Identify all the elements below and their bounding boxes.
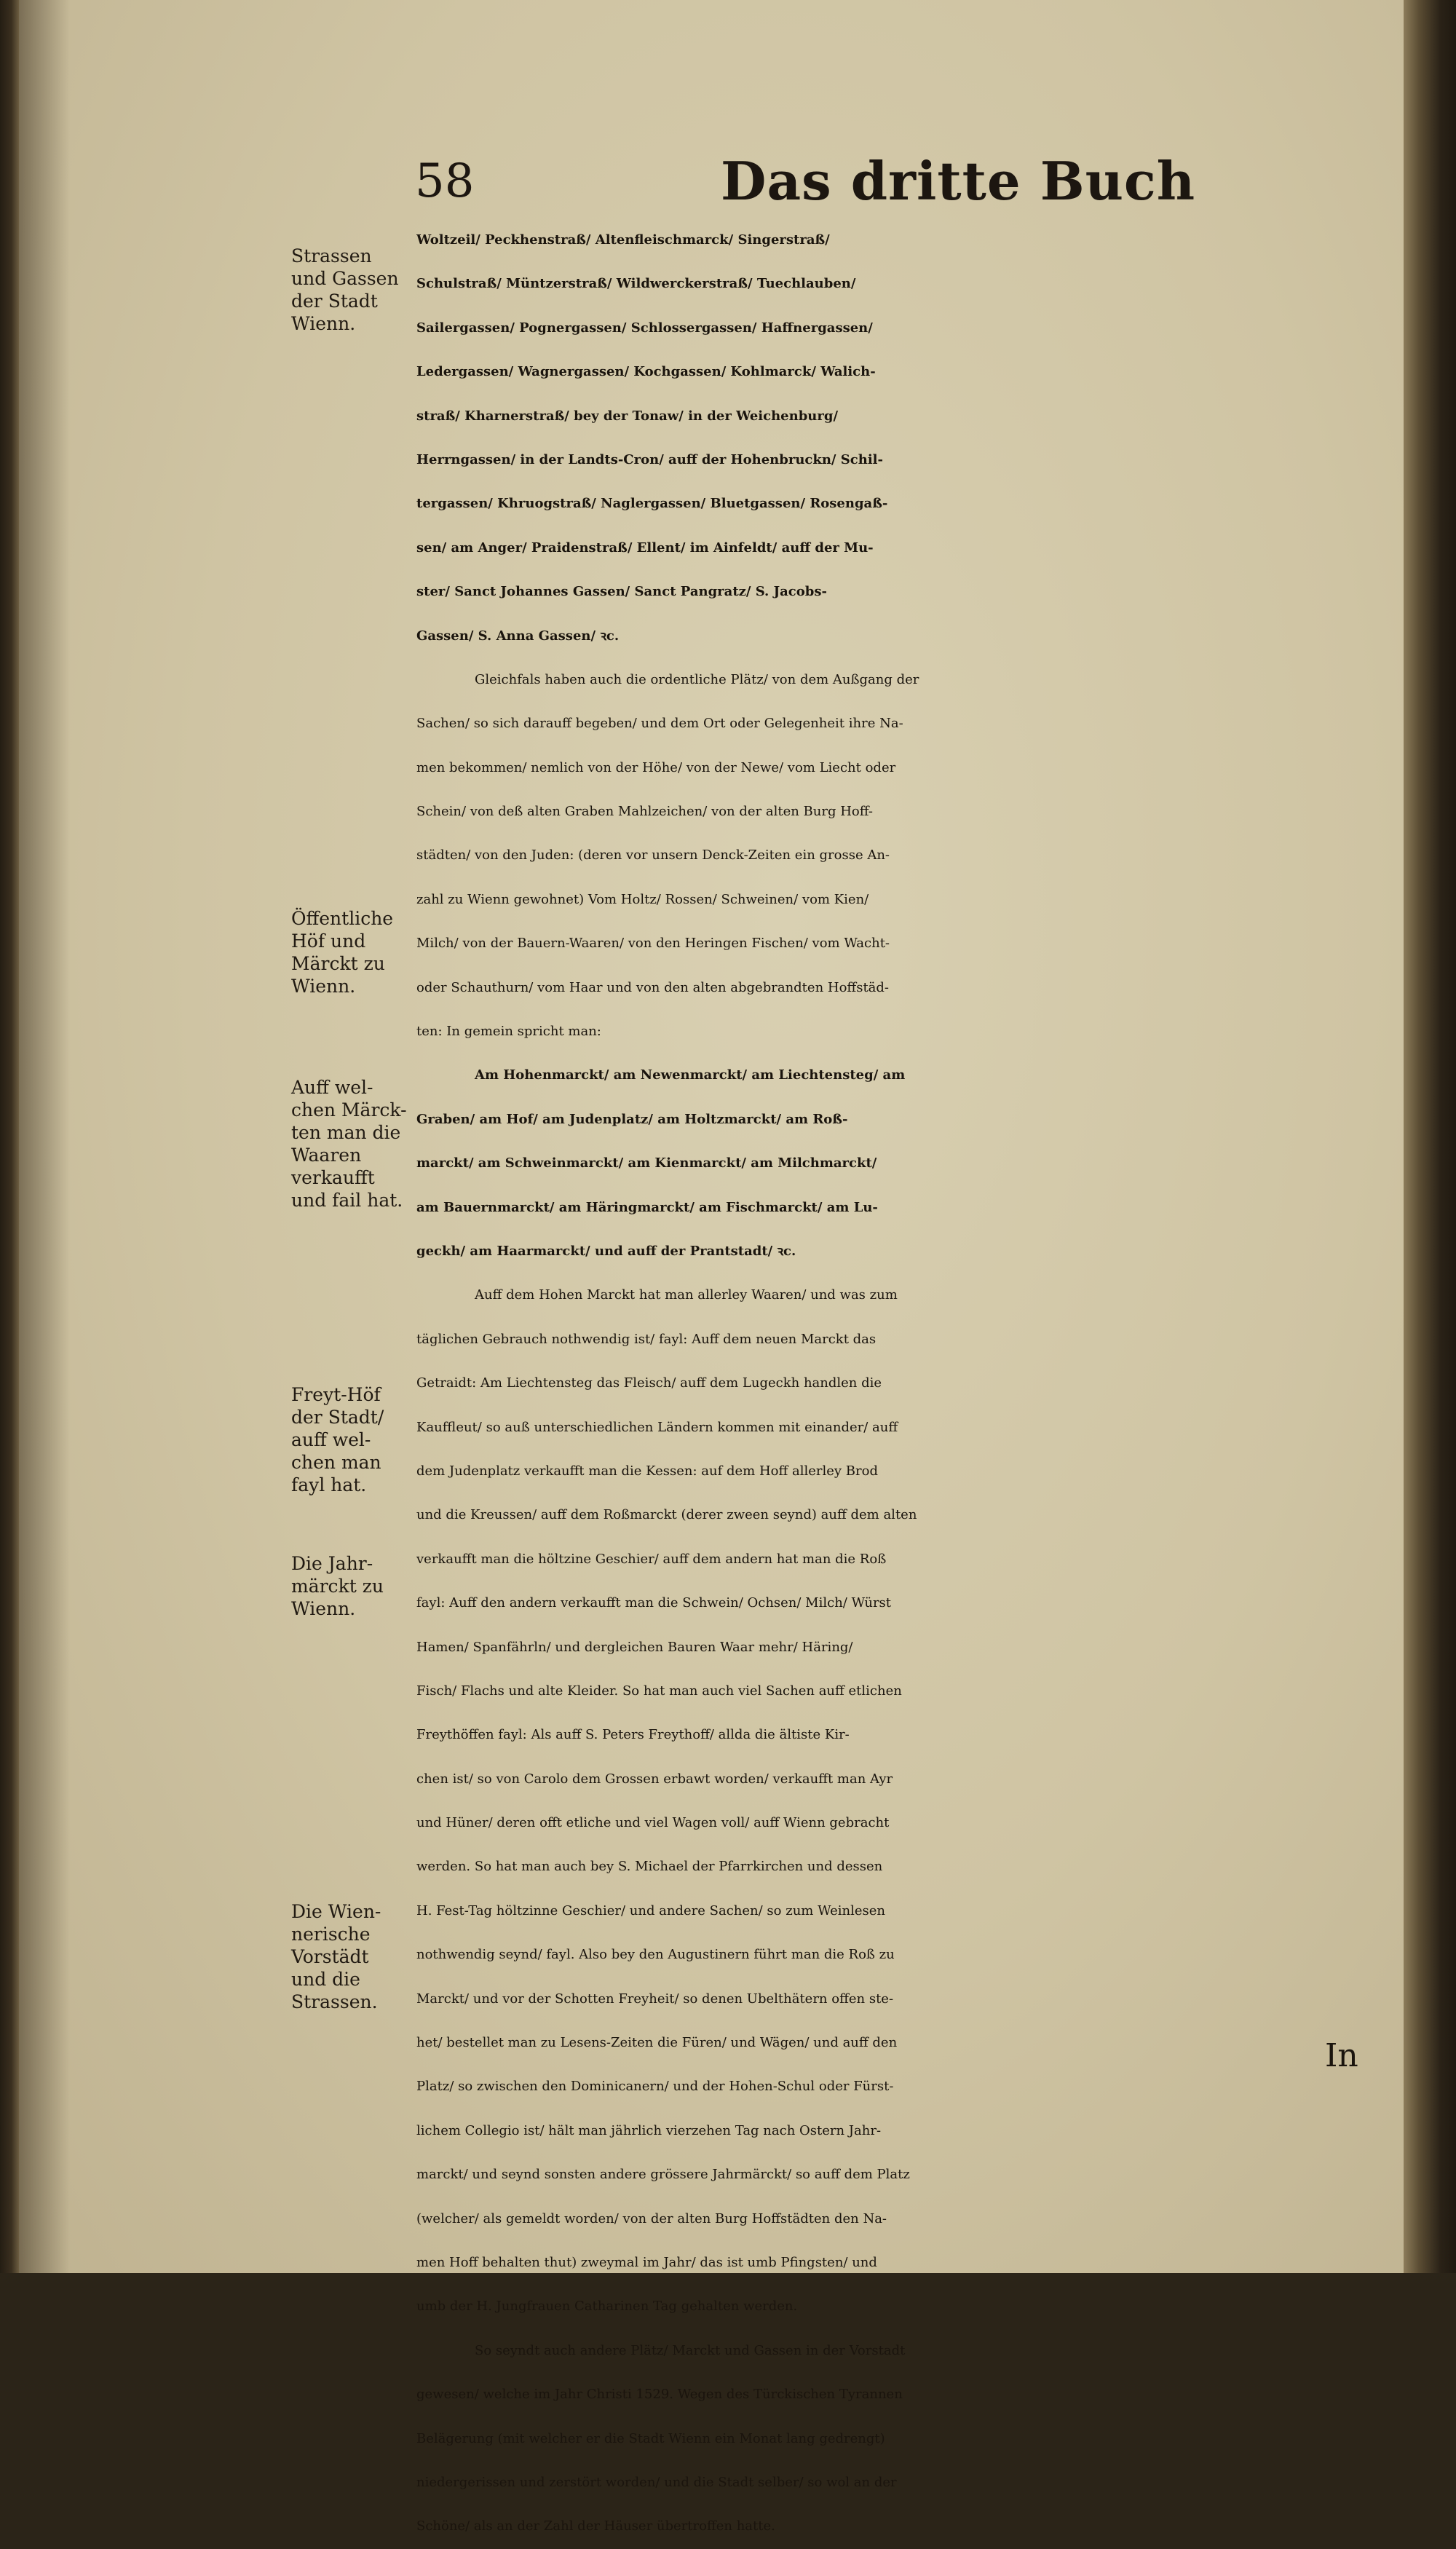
facing-page-edge xyxy=(0,0,19,2273)
margin-note xyxy=(291,907,421,997)
text-line: (welcher/ als gemeldt worden/ von der alten Burg Hoffstädten den Na- xyxy=(416,2210,887,2226)
text-line: sen/ am Anger/ Praidenstraß/ Ellent/ im Ainfeldt/ auff der Mu- xyxy=(416,540,874,556)
text-line: H. Fest-Tag höltzinne Geschier/ und andere Sachen/ so zum Weinlesen xyxy=(416,1902,886,1918)
text-line: und die Kreussen/ auff dem Roßmarckt (derer zween seynd) auff dem alten xyxy=(416,1507,917,1523)
text-line: Freythöffen fayl: Als auff S. Peters Freythoff/ allda die ältiste Kir- xyxy=(416,1727,850,1743)
margin-note-line: Märckt zu xyxy=(291,953,385,974)
text-line: men bekommen/ nemlich von der Höhe/ von der Newe/ vom Liecht oder xyxy=(416,759,896,775)
margin-note xyxy=(291,1383,421,1496)
text-line: dem Judenplatz verkaufft man die Kessen: auf dem Hoff allerley Brod xyxy=(416,1463,878,1479)
text-line: Gassen/ S. Anna Gassen/ ꝛc. xyxy=(416,628,620,644)
text-line: Hamen/ Spanfährln/ und dergleichen Bauren Waar mehr/ Häring/ xyxy=(416,1639,853,1655)
text-line: Ledergassen/ Wagnergassen/ Kochgassen/ Kohlmarck/ Walich- xyxy=(416,364,876,380)
margin-note-line: Auff wel- xyxy=(291,1077,373,1098)
text-line: Marckt/ und vor der Schotten Freyheit/ so denen Ubelthätern offen ste- xyxy=(416,1991,894,2007)
text-line: straß/ Kharnerstraß/ bey der Tonaw/ in der Weichenburg/ xyxy=(416,408,839,424)
text-line: chen ist/ so von Carolo dem Grossen erbawt worden/ verkaufft man Ayr xyxy=(416,1771,893,1787)
text-line: ster/ Sanct Johannes Gassen/ Sanct Pangratz/ S. Jacobs- xyxy=(416,584,827,600)
text-line: Milch/ von der Bauern-Waaren/ von den Heringen Fischen/ vom Wacht- xyxy=(416,936,890,952)
margin-note-line: Höf und xyxy=(291,930,366,952)
gutter-shadow xyxy=(19,0,70,2273)
text-line: marckt/ und seynd sonsten andere grössere Jahrmärckt/ so auff dem Platz xyxy=(416,2167,910,2183)
margin-note-line: der Stadt xyxy=(291,291,378,312)
text-line: Fisch/ Flachs und alte Kleider. So hat man auch viel Sachen auff etlichen xyxy=(416,1683,902,1699)
text-line: niedergerissen und zerstört worden/ und die Stadt selber/ so wol an der xyxy=(416,2474,897,2490)
text-line: Schöne/ als an der Zahl der Häuser übertroffen hatte. xyxy=(416,2518,775,2534)
text-line: Platz/ so zwischen den Dominicanern/ und der Hohen-Schul oder Fürst- xyxy=(416,2079,894,2095)
margin-notes xyxy=(291,0,422,2273)
text-line: Graben/ am Hof/ am Judenplatz/ am Holtzmarckt/ am Roß- xyxy=(416,1111,848,1127)
text-line: Herrngassen/ in der Landts-Cron/ auff der Hohenbruckn/ Schil- xyxy=(416,451,883,467)
text-line: geckh/ am Haarmarckt/ und auff der Prantstadt/ ꝛc. xyxy=(416,1243,796,1259)
margin-note-line: Die Jahr- xyxy=(291,1553,373,1574)
margin-note-line: ten man die xyxy=(291,1122,401,1143)
margin-note-line: und Gassen xyxy=(291,268,399,289)
margin-note-line: chen man xyxy=(291,1452,381,1473)
page-number: 58 xyxy=(415,154,475,208)
page-header xyxy=(415,150,1361,227)
text-line: städten/ von den Juden: (deren vor unsern Denck-Zeiten ein grosse An- xyxy=(416,847,890,864)
text-line: Am Hohenmarckt/ am Newenmarckt/ am Liechtensteg/ am xyxy=(475,1067,906,1083)
text-line: marckt/ am Schweinmarckt/ am Kienmarckt/ am Milchmarckt/ xyxy=(416,1155,877,1171)
margin-note-line: märckt zu xyxy=(291,1576,384,1597)
margin-note-line: Wienn. xyxy=(291,313,356,334)
text-line: Gleichfals haben auch die ordentliche Plätz/ von dem Außgang der xyxy=(475,671,919,687)
margin-note-line: Waaren xyxy=(291,1145,362,1166)
text-line: Woltzeil/ Peckhenstraß/ Altenfleischmarck/ Singerstraß/ xyxy=(416,232,830,248)
margin-note-line: Strassen. xyxy=(291,1991,378,2012)
text-line: tergassen/ Khruogstraß/ Naglergassen/ Bluetgassen/ Rosengaß- xyxy=(416,496,888,512)
text-line: Belägerung (mit welcher er die Stadt Wienn ein Monat lang gedrengt) xyxy=(416,2430,885,2446)
text-line: Auff dem Hohen Marckt hat man allerley Waaren/ und was zum xyxy=(475,1287,898,1303)
margin-note xyxy=(291,245,421,335)
text-line: am Bauernmarckt/ am Häringmarckt/ am Fischmarckt/ am Lu- xyxy=(416,1199,878,1215)
text-line: Getraidt: Am Liechtensteg das Fleisch/ auff dem Lugeckh handlen die xyxy=(416,1375,882,1391)
text-line: täglichen Gebrauch nothwendig ist/ fayl: Auff dem neuen Marckt das xyxy=(416,1331,877,1347)
margin-note-line: und die xyxy=(291,1969,360,1990)
text-line: Sailergassen/ Pognergassen/ Schlossergassen/ Haffnergassen/ xyxy=(416,320,873,336)
text-line: fayl: Auff den andern verkaufft man die Schwein/ Ochsen/ Milch/ Würst xyxy=(416,1595,892,1611)
text-line: het/ bestellet man zu Lesens-Zeiten die Füren/ und Wägen/ und auff den xyxy=(416,2035,898,2051)
text-line: verkaufft man die höltzine Geschier/ auff dem andern hat man die Roß xyxy=(416,1551,887,1567)
margin-note-line: fayl hat. xyxy=(291,1474,367,1495)
margin-note-line: auff wel- xyxy=(291,1429,371,1450)
text-line: Schulstraß/ Müntzerstraß/ Wildwerckerstraß/ Tuechlauben/ xyxy=(416,276,856,292)
text-line: Sachen/ so sich darauff begeben/ und dem Ort oder Gelegenheit ihre Na- xyxy=(416,716,903,732)
text-line: men Hoff behalten thut) zweymal im Jahr/ das ist umb Pfingsten/ und xyxy=(416,2254,877,2270)
margin-note-line: chen Märck- xyxy=(291,1099,407,1121)
margin-note-line: Die Wien- xyxy=(291,1901,381,1922)
body-text xyxy=(416,218,1363,2549)
margin-note-line: Vorstädt xyxy=(291,1946,369,1967)
text-line: ten: In gemein spricht man: xyxy=(416,1024,601,1040)
page-stack-edge xyxy=(1404,0,1456,2273)
margin-note-line: verkaufft xyxy=(291,1167,375,1188)
text-line: So seyndt auch andere Plätz/ Marckt und Gassen in der Vorstadt xyxy=(475,2342,906,2358)
margin-note xyxy=(291,1552,421,1620)
running-title: Das dritte Buch xyxy=(721,150,1196,212)
text-line: nothwendig seynd/ fayl. Also bey den Augustinern führt man die Roß zu xyxy=(416,1947,895,1963)
text-line: umb der H. Jungfrauen Catharinen Tag gehalten werden. xyxy=(416,2299,798,2315)
margin-note xyxy=(291,1076,421,1212)
text-line: Kauffleut/ so auß unterschiedlichen Ländern kommen mit einander/ auff xyxy=(416,1419,898,1435)
text-line: und Hüner/ deren offt etliche und viel Wagen voll/ auff Wienn gebracht xyxy=(416,1815,890,1831)
margin-note-line: und fail hat. xyxy=(291,1190,403,1211)
catchword: In xyxy=(1325,2037,1358,2074)
margin-note-line: Freyt-Höf xyxy=(291,1384,381,1405)
text-line: Schein/ von deß alten Graben Mahlzeichen/ von der alten Burg Hoff- xyxy=(416,804,873,820)
text-line: werden. So hat man auch bey S. Michael der Pfarrkirchen und dessen xyxy=(416,1859,883,1875)
margin-note-line: Wienn. xyxy=(291,976,356,997)
margin-note xyxy=(291,1900,421,2013)
text-line: lichem Collegio ist/ hält man jährlich vierzehen Tag nach Ostern Jahr- xyxy=(416,2122,882,2138)
text-line: zahl zu Wienn gewohnet) Vom Holtz/ Rossen/ Schweinen/ vom Kien/ xyxy=(416,891,869,907)
margin-note-line: Strassen xyxy=(291,245,372,266)
margin-note-line: Wienn. xyxy=(291,1598,356,1619)
margin-note-line: der Stadt/ xyxy=(291,1407,384,1428)
text-line: gewesen/ welche im Jahr Christi 1529. Wegen des Türckischen Tyrannen xyxy=(416,2387,903,2403)
margin-note-line: Öffentliche xyxy=(291,908,394,929)
text-line: oder Schauthurn/ vom Haar und von den alten abgebrandten Hoffstäd- xyxy=(416,979,890,995)
margin-note-line: nerische xyxy=(291,1924,371,1945)
